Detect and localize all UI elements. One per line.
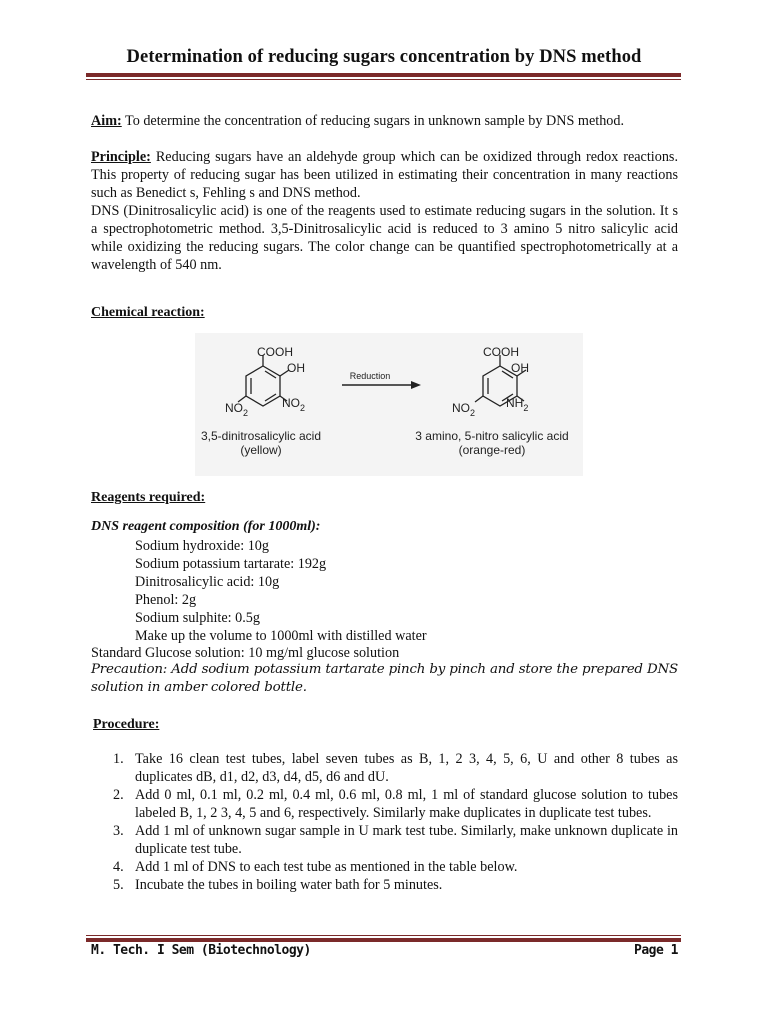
footer-rule-thick: [86, 938, 681, 942]
footer-rule-thin: [86, 935, 681, 936]
reagent-item: Phenol: 2g: [135, 592, 197, 608]
principle-text-1: Reducing sugars have an aldehyde group which can be oxidized through redox reactions. This property of reducing sugar has been utilized in estimating their concentration in many reactions such as Benedict s, Fehling s and DNS method.: [91, 149, 678, 201]
principle-paragraph-2: DNS (Dinitrosalicylic acid) is one of the reagents used to estimate reducing sugars in the solution. It s a spectrophotometric method. 3,5-Dinitrosalicylic acid is reduced to 3 amino 5 nitro salicylic acid while oxidizing the reducing sugars. The color change can be quantified spectrophotometrically at a wavelength of 540 nm.: [91, 203, 678, 273]
page-title: Determination of reducing sugars concentration by DNS method: [126, 47, 642, 67]
reduction-label: Reduction: [349, 371, 391, 381]
anns-oh-label: OH: [511, 361, 529, 375]
principle-paragraph-1: [91, 148, 678, 202]
footer-page-number: Page 1: [634, 943, 678, 958]
reagent-item: Dinitrosalicylic acid: 10g: [135, 574, 280, 590]
anns-name-label: 3 amino, 5-nitro salicylic acid: [415, 429, 569, 443]
header-rule-thick: [86, 73, 681, 77]
dns-name-label: 3,5-dinitrosalicylic acid: [200, 429, 322, 443]
procedure-step: 5. Incubate the tubes in boiling water bath for 5 minutes.: [113, 877, 443, 893]
dns-cooh-label: COOH: [257, 345, 293, 359]
procedure-step: 1. Take 16 clean test tubes, label seven tubes as B, 1, 2 3, 4, 5, 6, U and other 8 tubes as duplicates dB, d1, d2, d3, d4, d5, d6 and dU.: [113, 751, 678, 785]
procedure-heading: Procedure:: [93, 717, 160, 732]
anns-color-label: (orange-red): [458, 443, 526, 457]
precaution-note: Precaution: Add sodium potassium tartarate pinch by pinch and store the prepared DNS solution in amber colored bottle.: [91, 662, 678, 695]
standard-glucose-line: Standard Glucose solution: 10 mg/ml glucose solution: [91, 645, 400, 661]
dns-color-label: (yellow): [240, 443, 282, 457]
principle-label: Principle:: [91, 149, 151, 165]
procedure-steps: [91, 750, 678, 894]
dns-no2-left-label: $NO_2$: [225, 401, 249, 418]
procedure-step: 4. Add 1 ml of DNS to each test tube as mentioned in the table below.: [113, 859, 518, 875]
procedure-step: 2. Add 0 ml, 0.1 ml, 0.2 ml, 0.4 ml, 0.6 ml, 0.8 ml, 1 ml of standard glucose solution to tubes labeled B, 1, 2 3, 4, 5 and 6, respectively. Similarly make duplicates in duplicate test tubes.: [113, 787, 678, 821]
anns-cooh-label: COOH: [483, 345, 519, 359]
procedure-step: 3. Add 1 ml of unknown sugar sample in U mark test tube. Similarly, make unknown duplicate in duplicate test tube.: [113, 823, 678, 857]
aim-label: Aim:: [91, 113, 122, 129]
chemical-reaction-figure: [195, 333, 583, 476]
header-rule-thin: [86, 79, 681, 80]
reagent-item: Sodium potassium tartarate: 192g: [135, 556, 327, 572]
anns-nh2-label: $NH_2$: [506, 396, 529, 413]
reagents-heading: Reagents required:: [91, 490, 206, 505]
reagent-item: Make up the volume to 1000ml with distilled water: [135, 628, 427, 644]
footer-course: M. Tech. I Sem (Biotechnology): [91, 943, 311, 958]
reagent-list: [135, 537, 427, 645]
reagent-item: Sodium hydroxide: 10g: [135, 538, 269, 554]
anns-no2-label: $NO_2$: [452, 401, 476, 418]
aim-text: To determine the concentration of reducing sugars in unknown sample by DNS method.: [121, 113, 625, 129]
aim-paragraph: [91, 112, 678, 130]
chemical-reaction-heading: Chemical reaction:: [91, 305, 205, 320]
reagent-item: Sodium sulphite: 0.5g: [135, 610, 260, 626]
dns-oh-label: OH: [287, 361, 305, 375]
dns-no2-right-label: $NO_2$: [282, 396, 306, 413]
dns-composition-heading: DNS reagent composition (for 1000ml):: [91, 519, 321, 534]
reduction-arrow: [342, 381, 421, 389]
